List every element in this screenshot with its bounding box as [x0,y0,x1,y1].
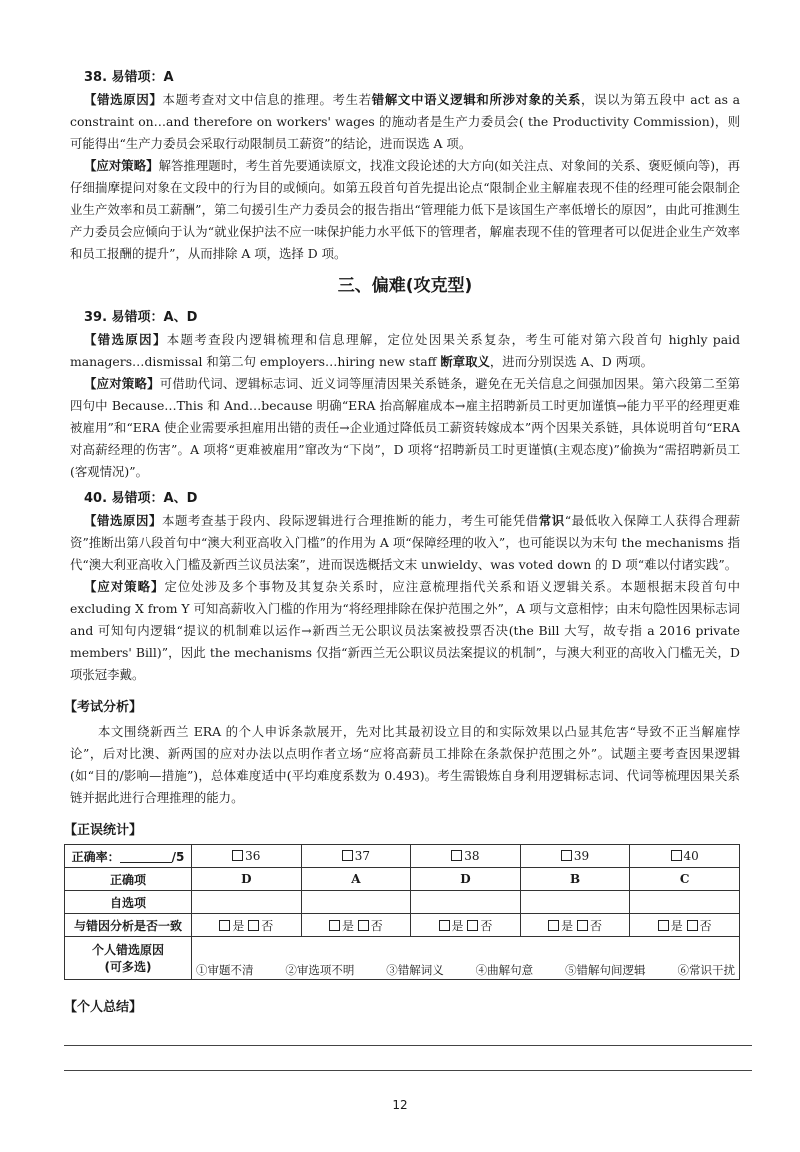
summary-heading: 【个人总结】 [64,1000,143,1015]
exam-analysis-heading: 【考试分析】 [64,700,143,715]
consistency-cell [301,914,411,937]
question-39-heading: 39. 易错项：A、D [84,310,198,325]
question-39-cause [70,329,740,373]
correct-answer: B [520,868,630,891]
yes-label: 是 [341,918,354,933]
question-40-block [70,487,740,686]
question-40-strategy [70,576,740,686]
reason-option[interactable]: ③错解词义 [386,963,444,977]
question-number: 36 [245,849,261,863]
self-choice-cell[interactable] [301,891,411,914]
rate-input[interactable] [120,850,172,863]
reason-option[interactable]: ④曲解句意 [475,963,534,977]
question-checkbox-cell[interactable] [411,845,521,868]
cause-bold: 断章取义 [440,354,490,369]
yes-label: 是 [451,918,464,933]
question-checkbox[interactable] [342,850,353,861]
no-label: 否 [589,918,602,933]
question-checkbox[interactable] [232,850,243,861]
question-checkbox-cell[interactable] [630,845,740,868]
question-number: 38 [464,849,480,863]
strategy-text: 解答推理题时，考生首先要通读原文，找准文段论述的大方向(如关注点、对象间的关系、褒贬倾向等)，再仔细揣摩提问对象在文段中的行为目的或倾向。如第五段首句首先提出论点“限制企业主解雇表现不佳的经理可能会限制企业生产效率和员工薪酬”，第二句援引生产力委员会的报告指出“管理能力低下是该国生产率低增长的原因”，由此可推测生产力委员会应倾向于认为“就业保护法不应一味保护能力水平低下的管理者，解雇表现不佳的管理者可以促进企业生产效率和员工报酬的提升”，从而排除 A 项，选择 D 项。 [70,158,741,261]
question-number: 37 [354,849,370,863]
strategy-text: 定位处涉及多个事物及其复杂关系时，应注意梳理指代关系和语义逻辑关系。本题根据末段首句中 excluding X from Y 可知高薪收入门槛的作用为“将经理排除在保护范围之外”，A 项与文意相悖；由末句隐性因果标志词 and 可知句内逻辑“提议的机制难以运作→新西兰无公职议员法案被投票否决(the Bill 大写，故专指 a 2016 private members' Bill)”，因此 the mechanisms 仅指“新西兰无公职议员法案提议的机制”，与澳大利亚的高收入门槛无关，D 项张冠李戴。 [70,579,741,682]
consistency-cell [520,914,630,937]
question-checkbox-cell[interactable] [301,845,411,868]
exam-analysis-text: 本文围绕新西兰 ERA 的个人申诉条款展开，先对比其最初设立目的和实际效果以凸显其危害“导致不正当解雇悖论”，后对比澳、新两国的应对办法以点明作者立场“应将高薪员工排除在条款保护范围之外”。试题主要考查因果逻辑(如“目的/影响—措施”)，总体难度适中(平均难度系数为 0.493)。考生需锻炼自身利用逻辑标志词、代词等梳理因果关系链并据此进行合理推理的能力。 [70,724,740,805]
correct-answer-row [65,868,740,891]
row-label: 与错因分析是否一致 [65,914,192,937]
yes-label: 是 [670,918,683,933]
cause-tag: 【错选原因】 [84,92,163,107]
correct-answer: A [301,868,411,891]
no-label: 否 [370,918,383,933]
cause-text-cont: “最低收入保障工人获得合理薪资”推断出第八段首句中“澳大利亚高收入门槛”的作用为 A 项“保障经理的收入”，也可能误以为末句 the mechanisms 指代“澳大利亚高收入门槛及新西兰议员法案”，进而误选概括文末 unwieldy、was voted down 的 D 项“难以付诸实践”。 [70,513,741,572]
cause-bold: 常识 [538,513,565,528]
question-39-block [70,306,740,483]
reason-options-cell [192,937,740,980]
cause-text-cont: ，误以为第五段中 act as a constraint on…and therefore on workers' wages 的施动者是生产力委员会( the Productivity Commission)，则可能得出“生产力委员会采取行动限制员工薪资”的结论，进而误选 A 项。 [70,92,741,151]
yes-label: 是 [232,918,245,933]
consistency-cell [630,914,740,937]
summary-line[interactable] [64,1046,752,1071]
yes-checkbox[interactable] [548,920,559,931]
question-40-cause [70,510,740,576]
cause-tag: 【错选原因】 [84,513,162,528]
cause-text-cont: ，进而分别误选 A、D 两项。 [489,354,653,369]
consistency-cell [411,914,521,937]
rate-label: 正确率： [71,849,120,864]
summary-line[interactable] [64,1021,752,1046]
reason-option[interactable]: ②审选项不明 [285,963,355,977]
row-label: 自选项 [65,891,192,914]
reason-option[interactable]: ⑤错解句间逻辑 [565,963,646,977]
self-choice-cell[interactable] [192,891,302,914]
cause-text: 本题考查段内逻辑梳理和信息理解，定位处因果关系复杂，考生可能对第六段首句 highly paid managers…dismissal 和第二句 employers…hiring new staff [70,332,740,369]
yes-checkbox[interactable] [219,920,230,931]
page-content [64,66,741,1071]
stats-header-row [65,845,740,868]
no-checkbox[interactable] [248,920,259,931]
cause-text: 本题考查基于段内、段际逻辑进行合理推断的能力，考生可能凭借 [161,513,539,528]
question-number: 40 [683,849,699,863]
row-label-line1: 个人错选原因 [91,943,164,957]
consistency-row [65,914,740,937]
yes-checkbox[interactable] [439,920,450,931]
cause-bold: 错解文中语义逻辑和所涉对象的关系 [371,92,582,107]
cause-text: 本题考查对文中信息的推理。考生若 [162,92,372,107]
stats-table [64,844,740,980]
question-38-cause [70,89,740,155]
question-checkbox[interactable] [561,850,572,861]
correct-answer: C [630,868,740,891]
question-checkbox[interactable] [451,850,462,861]
strategy-tag: 【应对策略】 [84,158,159,173]
strategy-text: 可借助代词、逻辑标志词、近义词等厘清因果关系链条，避免在无关信息之间强加因果。第六段第二至第四句中 Because…This 和 And…because 明确“ERA 抬高解雇成本→雇主招聘新员工时更加谨慎→能力平平的经理更难被雇用”和“ERA 使企业需要承担雇用出错的责任→企业通过降低员工薪资转嫁成本”两个因果关系链，具体说明首句“ERA 对高薪经理的伤害”。A 项将“更难被雇用”窜改为“下岗”，D 项将“招聘新员工时更谨慎(主观态度)”偷换为“需招聘新员工(客观情况)”。 [70,376,740,479]
question-checkbox-cell[interactable] [192,845,302,868]
reason-options [196,962,735,978]
row-label [65,937,192,980]
no-label: 否 [480,918,493,933]
question-checkbox-cell[interactable] [520,845,630,868]
strategy-tag: 【应对策略】 [84,579,165,594]
rate-cell [65,845,192,868]
strategy-tag: 【应对策略】 [84,376,160,391]
correct-answer: D [192,868,302,891]
correct-answer: D [411,868,521,891]
question-39-strategy [70,373,740,483]
no-label: 否 [261,918,274,933]
self-choice-row [65,891,740,914]
yes-checkbox[interactable] [658,920,669,931]
question-38-strategy [70,155,740,265]
question-40-heading: 40. 易错项：A、D [84,491,198,506]
rate-total: /5 [171,849,185,864]
no-checkbox[interactable] [687,920,698,931]
no-label: 否 [699,918,712,933]
reason-option[interactable]: ①审题不清 [196,963,254,977]
no-checkbox[interactable] [358,920,369,931]
no-checkbox[interactable] [577,920,588,931]
yes-label: 是 [561,918,574,933]
row-label: 正确项 [65,868,192,891]
stats-heading: 【正误统计】 [64,823,143,838]
self-choice-cell[interactable] [411,891,521,914]
row-label-line2: (可多选) [104,960,152,974]
page-number: 12 [392,1098,408,1112]
self-choice-cell[interactable] [630,891,740,914]
question-number: 39 [573,849,590,863]
question-checkbox[interactable] [671,850,682,861]
reason-option[interactable]: ⑥常识干扰 [677,963,735,977]
no-checkbox[interactable] [467,920,478,931]
reason-row [65,937,740,980]
cause-tag: 【错选原因】 [84,332,167,347]
question-38-block [70,66,740,265]
yes-checkbox[interactable] [329,920,340,931]
consistency-cell [192,914,302,937]
self-choice-cell[interactable] [520,891,630,914]
section-title: 三、偏难(攻克型) [337,276,473,296]
question-38-heading: 38. 易错项：A [84,70,174,85]
